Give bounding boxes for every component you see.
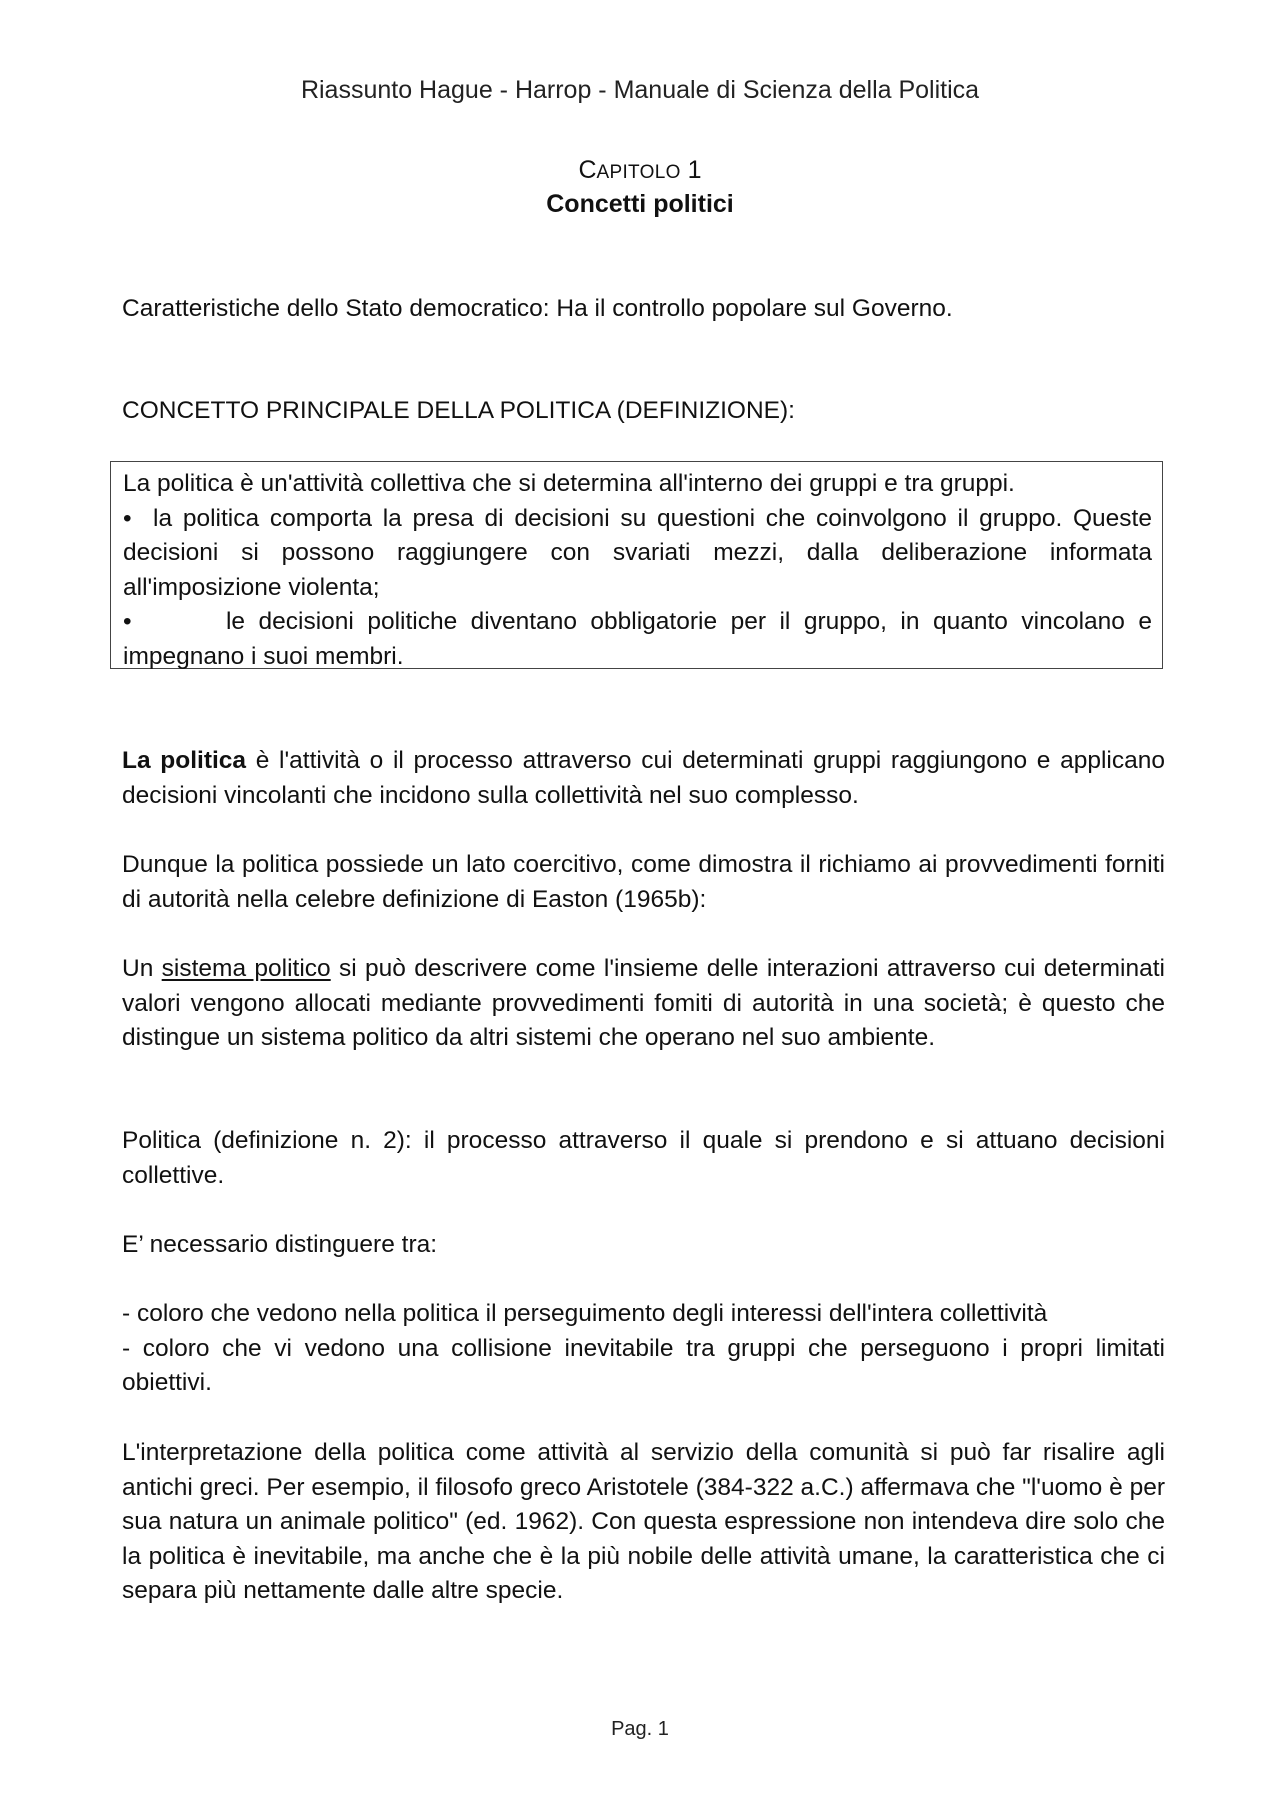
- paragraph-politica-text: [122, 744, 1165, 813]
- definition-line: La politica è un'attività collettiva che si determina all'interno dei gruppi e tra gruppi.: [123, 470, 1015, 497]
- paragraph-politica: [122, 744, 1165, 813]
- definition-bullet-2: [123, 605, 1152, 674]
- paragraph-politica-rest: è l'attività o il processo attraverso cui determinati gruppi raggiungono e applicano decisioni vincolanti che incidono sulla collettività nel suo complesso.: [122, 747, 1165, 809]
- page-header: Riassunto Hague - Harrop - Manuale di Scienza della Politica: [300, 76, 980, 104]
- paragraph-sistema-politico: [122, 952, 1165, 1056]
- list-item: - coloro che vi vedono una collisione inevitabile tra gruppi che perseguono i propri limitati obiettivi.: [122, 1334, 1165, 1396]
- chapter-title: Concetti politici: [546, 190, 734, 218]
- term-sistema-politico: sistema politico: [161, 955, 331, 982]
- chapter-label: [0, 156, 1280, 185]
- paragraph-coercitivo-text: Dunque la politica possiede un lato coercitivo, come dimostra il richiamo ai provvedimenti forniti di autorità nella celebre definizione di Easton (1965b):: [122, 851, 1165, 913]
- bullet-symbol: •: [123, 608, 132, 635]
- definition-box: [110, 461, 1163, 669]
- concept-heading-text: CONCETTO PRINCIPALE DELLA POLITICA (DEFINIZIONE):: [122, 397, 795, 424]
- paragraph-prefix: Un: [122, 955, 162, 982]
- term-politica: La politica: [122, 747, 247, 774]
- paragraph-distinguere-text: E’ necessario distinguere tra:: [122, 1231, 438, 1258]
- intro-text: Caratteristiche dello Stato democratico: Ha il controllo popolare sul Governo.: [122, 295, 953, 322]
- paragraph-definizione-2-text: Politica (definizione n. 2): il processo attraverso il quale si prendono e si attuano decisioni collettive.: [122, 1127, 1165, 1189]
- chapter-label-initial: C: [578, 156, 597, 184]
- page-number: Pag. 1: [611, 1718, 669, 1740]
- definition-bullet-1: [123, 502, 1152, 606]
- paragraph-coercitivo: [122, 848, 1165, 917]
- intro-paragraph: [122, 292, 1165, 327]
- definition-bullet-2-text: le decisioni politiche diventano obbligatorie per il gruppo, in quanto vincolano e impegnano i suoi membri.: [123, 608, 1152, 670]
- list-item: - coloro che vedono nella politica il perseguimento degli interessi dell'intera collettività: [122, 1300, 1048, 1327]
- paragraph-sistema-politico-text: [122, 952, 1165, 1056]
- paragraph-sistema-politico-rest: si può descrivere come l'insieme delle interazioni attraverso cui determinati valori vengono allocati mediante provvedimenti fomiti di autorità in una società; è questo che distingue un sistema politico da altri sistemi che operano nel suo ambiente.: [122, 955, 1165, 1051]
- distinction-list: [122, 1297, 1165, 1401]
- concept-heading: [122, 394, 1165, 429]
- definition-bullet-1-text: la politica comporta la presa di decisioni su questioni che coinvolgono il gruppo. Queste decisioni si possono raggiungere con svariati mezzi, dalla deliberazione informata all'imposizione violenta;: [123, 504, 1152, 601]
- paragraph-aristotele-text: L'interpretazione della politica come attività al servizio della comunità si può far risalire agli antichi greci. Per esempio, il filosofo greco Aristotele (384-322 a.C.) affermava che "l'uomo è per sua natura un animale politico" (ed. 1962). Con questa espressione non intendeva dire solo che la politica è inevitabile, ma anche che è la più nobile delle attività umane, la caratteristica che ci separa più nettamente dalle altre specie.: [122, 1439, 1165, 1604]
- paragraph-aristotele: [122, 1436, 1165, 1609]
- chapter-label-word: APITOLO: [596, 162, 681, 183]
- chapter-number: 1: [687, 156, 702, 184]
- paragraph-definizione-2: [122, 1124, 1165, 1193]
- paragraph-distinguere: [122, 1228, 1165, 1263]
- bullet-symbol: •: [123, 504, 132, 532]
